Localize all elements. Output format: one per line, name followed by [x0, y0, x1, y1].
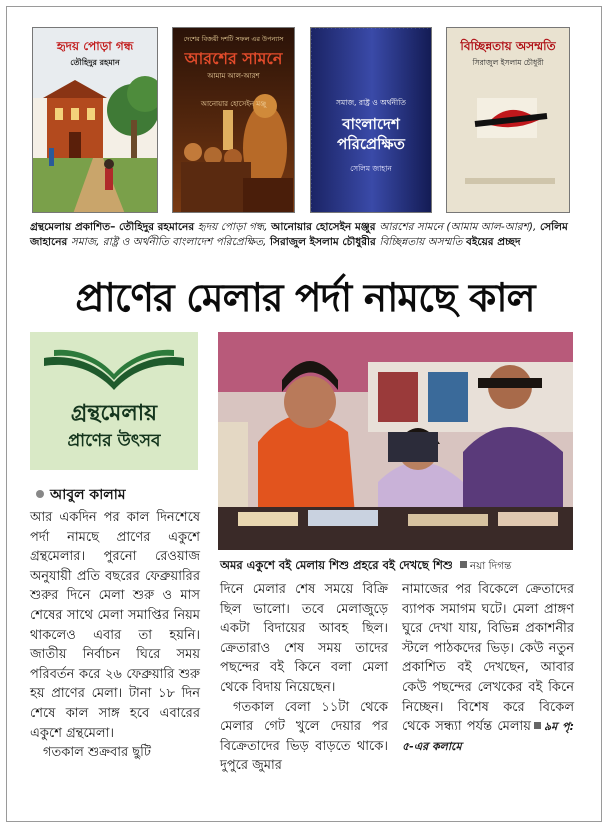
- caption-tail: বইয়ের প্রচ্ছদ: [466, 236, 521, 248]
- cover-title: বিচ্ছিন্নতায় অসম্মতি: [460, 39, 556, 53]
- cover-title: বাংলাদেশ পরিপ্রেক্ষিত: [337, 115, 405, 153]
- article-column-3: [402, 580, 574, 756]
- article-column-1: [30, 508, 200, 763]
- book-cover-arosher-samne: [172, 27, 295, 213]
- article-column-2: [220, 580, 388, 776]
- photo-source: নয়া দিগন্ত: [469, 560, 512, 572]
- cover-author: সিরাজুল ইসলাম চৌধুরী: [472, 58, 544, 67]
- cover-title: আরশের সামনে: [184, 49, 283, 68]
- caption-book-1: হৃদয় পোড়া গন্ধ,: [197, 221, 268, 233]
- bullet-square-icon: [460, 561, 467, 568]
- caption-author-2: আনোয়ার হোসেইন মঞ্জুর: [271, 221, 376, 233]
- cover-author: সেলিম জাহান: [350, 164, 392, 173]
- article-paragraph: গতকাল বেলা ১১টা থেকে মেলার গেট খুলে দেয়ার পর বিক্রেতাদের ভিড় বাড়তে থাকে। দুপুরে জুমার: [220, 699, 388, 774]
- caption-author-3: সেলিম জাহানের: [30, 221, 568, 248]
- book-cover-bangladesh-poriprekkhit: [310, 27, 432, 213]
- logo-line-1: গ্রন্থমেলায়: [70, 401, 158, 426]
- caption-lead: গ্রন্থমেলায় প্রকাশিত– তৌহিদুর রহমানের: [30, 221, 195, 233]
- bullet-dot-icon: [36, 490, 44, 498]
- cover-title: হৃদয় পোড়া গন্ধ: [56, 39, 134, 53]
- cover-author: তৌহিদুর রহমান: [70, 58, 120, 67]
- book-cover-hridoy: [32, 27, 158, 213]
- byline-name: আবুল কালাম: [50, 487, 126, 503]
- photo-illustration-family-reading: [218, 332, 573, 550]
- book-fair-photo: [218, 332, 573, 550]
- caption-book-2: আরশের সামনে (আমাম আল-আরশ),: [379, 221, 537, 233]
- book-fair-logo: [30, 332, 198, 470]
- article-paragraph: দিনে মেলার শেষ সময়ে বিক্রি ছিল ভালো। তবে মেলাজুড়ে একটা বিদায়ের আবহ ছিল। ক্রেতারাও শেষ সময় তাদের পছন্দের বই কিনে বলা মেলা থেকে বিদায় নিয়েছেন।: [220, 582, 388, 695]
- byline: [36, 483, 126, 507]
- open-book-icon: [30, 332, 198, 396]
- book-cover-bicchinnotay-osommoti: [446, 27, 570, 213]
- caption-book-3: সমাজ, রাষ্ট্র ও অর্থনীতি বাংলাদেশ পরিপ্রেক্ষিত,: [70, 236, 267, 248]
- main-headline: প্রাণের মেলার পর্দা নামছে কাল: [75, 276, 535, 321]
- article-paragraph: [402, 580, 574, 756]
- article-text: নামাজের পর বিকেলে ক্রেতাদের ব্যাপক সমাগম ঘটে। মেলা প্রাঙ্গণ ঘুরে দেখা যায়, বিভিন্ন প্রকাশনীর স্টলে পাঠকদের ভিড়। কেউ নতুন প্রকাশিত বই দেখছেন, আবার কেউ পছন্দের লেখকের বই কিনে নিচ্ছেন। বিশেষ করে বিকেল থেকে সন্ধ্যা পর্যন্ত মেলায়: [402, 582, 574, 735]
- logo-line-2: প্রাণের উৎসব: [67, 431, 161, 451]
- photo-caption-text: অমর একুশে বই মেলায় শিশু প্রহরে বই দেখছে শিশু: [220, 558, 453, 572]
- caption-author-4: সিরাজুল ইসলাম চৌধুরীর: [270, 236, 376, 248]
- cover-tagline: দেশের বিজয়ী দশটি সফল এর উপন্যাস: [183, 35, 284, 43]
- covers-caption: [30, 220, 585, 250]
- photo-caption: [220, 557, 580, 576]
- cover-subtitle: আমাম আল-আরশ: [207, 72, 260, 80]
- article-paragraph: গতকাল শুক্রবার ছুটি: [43, 745, 151, 761]
- bullet-square-icon: [534, 722, 541, 729]
- continued-link[interactable]: ৯ম পৃ: ৫-এর কলামে: [402, 720, 574, 753]
- cover-author: আনোয়ার হোসেইন মঞ্জু: [200, 100, 267, 108]
- cover-pretitle: সমাজ, রাষ্ট্র ও অর্থনীতি: [336, 98, 406, 107]
- caption-book-4: বিচ্ছিন্নতায় অসম্মতি: [379, 236, 463, 248]
- article-paragraph: আর একদিন পর কাল দিনশেষে পর্দা নামছে প্রাণের একুশে গ্রন্থমেলার। পুরনো রেওয়াজ অনুযায়ী প্রতি বছরের ফেব্রুয়ারির শুরুর দিনে মেলা শুরু ও মাস শেষের সাথে মেলা সমাপ্তির নিয়ম থাকলেও এবার তা হয়নি। জাতীয় নির্বাচন ঘিরে সময় পরিবর্তন করে ২৬ ফেব্রুয়ারি শুরু হয় প্রাণের মেলা। টানা ১৮ দিন শেষে কাল সাঙ্গ হবে এবারের একুশে গ্রন্থমেলা।: [30, 510, 200, 741]
